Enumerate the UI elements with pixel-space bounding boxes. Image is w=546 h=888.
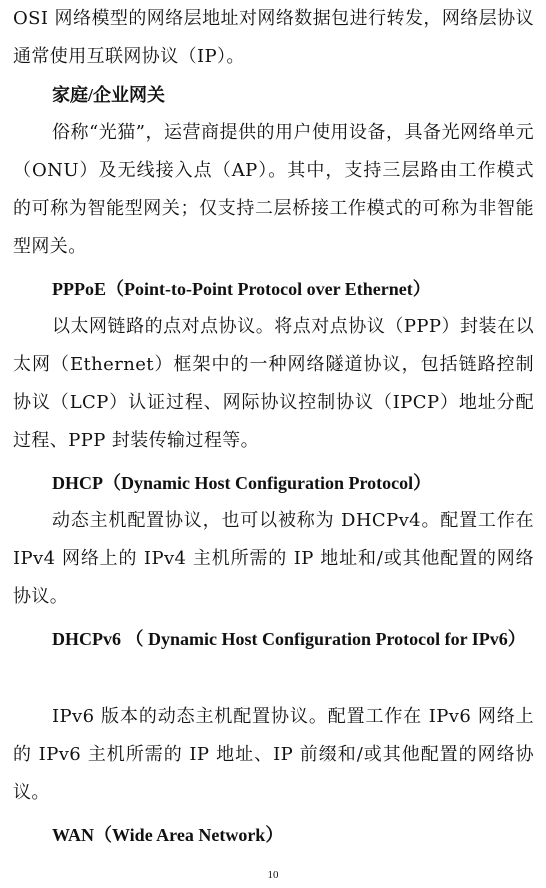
- term-home-enterprise-gateway: 家庭/企业网关: [52, 85, 166, 105]
- term-wan: WAN（Wide Area Network）: [52, 825, 284, 845]
- paragraph-dhcp-definition: 动态主机配置协议，也可以被称为 DHCPv4。配置工作在 IPv4 网络上的 IPv4 主机所需的 IP 地址和/或其他配置的网络协议。: [13, 510, 534, 607]
- term-pppoe: PPPoE（Point-to-Point Protocol over Ethernet）: [52, 279, 431, 299]
- paragraph-pppoe-definition: 以太网链路的点对点协议。将点对点协议（PPP）封装在以太网（Ethernet）框架中的一种网络隧道协议，包括链路控制协议（LCP）认证过程、网际协议控制协议（IPCP）地址分配过程、PPP 封装传输过程等。: [13, 316, 534, 451]
- page-number: 10: [267, 869, 279, 881]
- paragraph-dhcpv6-definition: IPv6 版本的动态主机配置协议。配置工作在 IPv6 网络上的 IPv6 主机所需的 IP 地址、IP 前缀和/或其他配置的网络协议。: [13, 706, 534, 803]
- paragraph-gateway-definition: 俗称“光猫”，运营商提供的用户使用设备，具备光网络单元（ONU）及无线接入点（AP）。其中，支持三层路由工作模式的可称为智能型网关；仅支持二层桥接工作模式的可称为非智能型网关。: [13, 122, 534, 257]
- paragraph-network-layer: OSI 网络模型的网络层地址对网络数据包进行转发，网络层协议通常使用互联网协议（IP）。: [13, 8, 534, 67]
- term-dhcpv6: DHCPv6 （ Dynamic Host Configuration Protocol for IPv6）: [52, 629, 526, 649]
- term-dhcp: DHCP（Dynamic Host Configuration Protocol）: [52, 473, 432, 493]
